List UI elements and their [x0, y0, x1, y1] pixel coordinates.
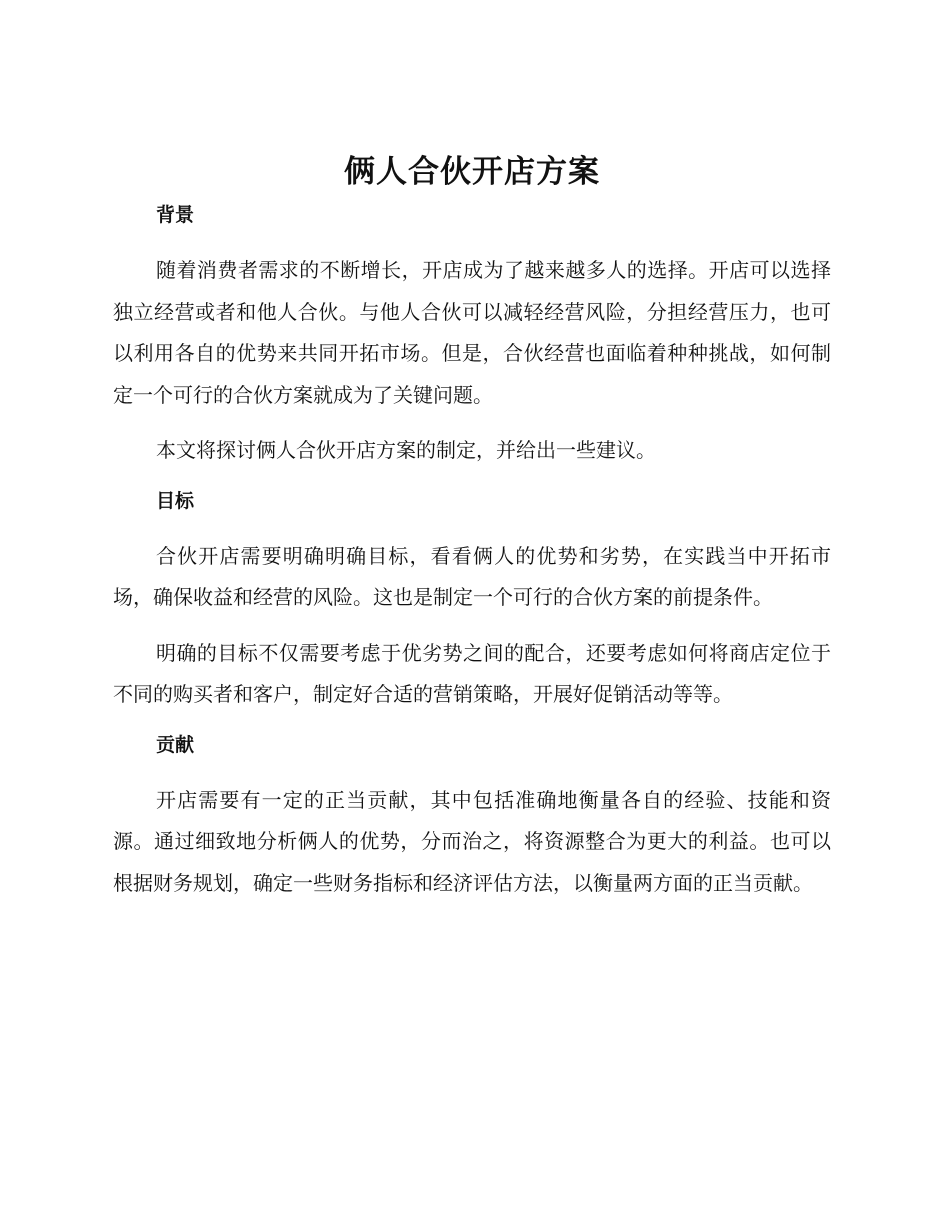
section-heading: 目标: [156, 489, 195, 512]
paragraph: 随着消费者需求的不断增长，开店成为了越来越多人的选择。开店可以选择独立经营或者和他人合伙。与他人合伙可以减轻经营风险，分担经营压力，也可以利用各自的优势来共同开拓市场。但是，合伙经营也面临着种种挑战，如何制定一个可行的合伙方案就成为了关键问题。: [113, 258, 831, 407]
document-body: [113, 150, 831, 918]
document-title: 俩人合伙开店方案: [344, 154, 600, 190]
paragraph: 明确的目标不仅需要考虑于优劣势之间的配合，还要考虑如何将商店定位于不同的购买者和客户，制定好合适的营销策略，开展好促销活动等等。: [113, 640, 831, 706]
paragraph: 合伙开店需要明确明确目标，看看俩人的优势和劣势，在实践当中开拓市场，确保收益和经营的风险。这也是制定一个可行的合伙方案的前提条件。: [113, 543, 831, 609]
section-goals: [113, 486, 831, 716]
paragraph: 本文将探讨俩人合伙开店方案的制定，并给出一些建议。: [156, 438, 656, 462]
section-contribution: [113, 730, 831, 905]
section-background: [113, 200, 831, 472]
section-heading: 背景: [156, 204, 195, 226]
section-heading: 贡献: [156, 733, 195, 756]
paragraph: 开店需要有一定的正当贡献，其中包括准确地衡量各自的经验、技能和资源。通过细致地分析俩人的优势，分而治之，将资源整合为更大的利益。也可以根据财务规划，确定一些财务指标和经济评估方法，以衡量两方面的正当贡献。: [113, 787, 831, 895]
